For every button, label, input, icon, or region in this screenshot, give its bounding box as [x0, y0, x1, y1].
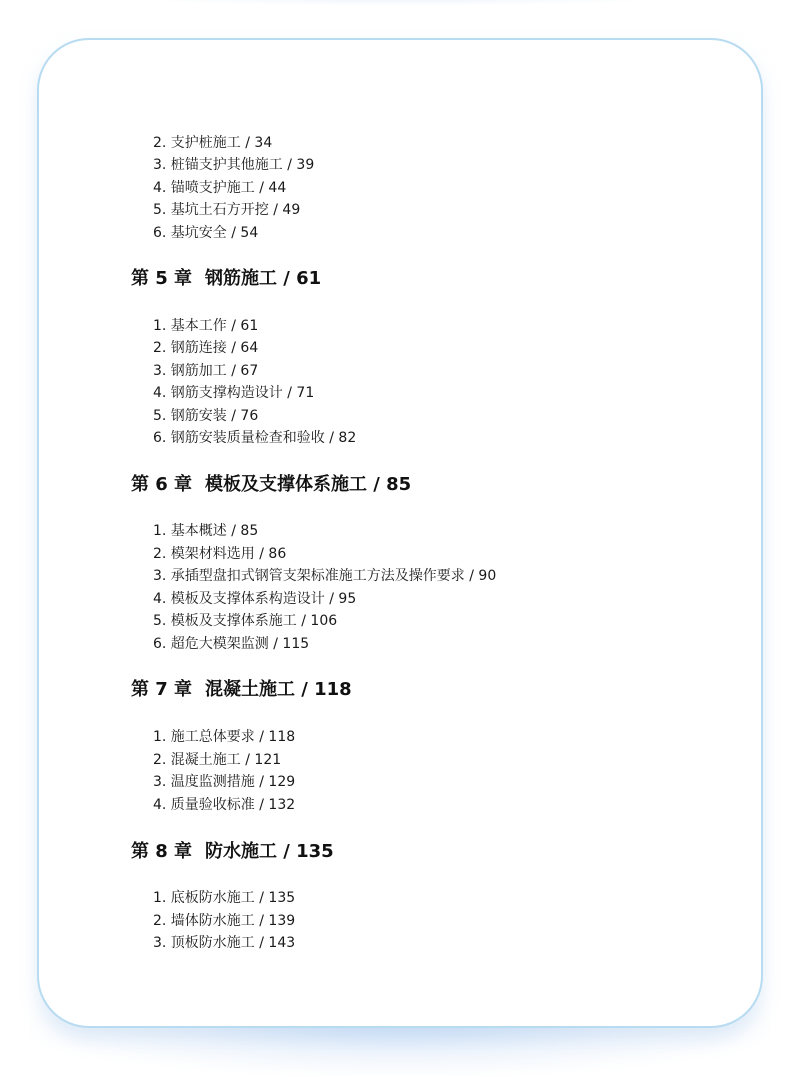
chapter-number: 第 5 章 — [131, 268, 193, 289]
toc-item[interactable]: 6. 超危大模架监测 / 115 — [153, 636, 310, 652]
toc-item[interactable]: 5. 模板及支撑体系施工 / 106 — [153, 613, 338, 629]
toc-item[interactable]: 1. 底板防水施工 / 135 — [153, 890, 296, 906]
toc-item[interactable]: 4. 模板及支撑体系构造设计 / 95 — [153, 591, 357, 607]
chapter-number: 第 7 章 — [131, 679, 193, 700]
toc-item[interactable]: 6. 基坑安全 / 54 — [153, 225, 259, 241]
top-shadow — [70, 0, 730, 6]
chapter-number: 第 6 章 — [131, 474, 193, 495]
toc-item[interactable]: 4. 质量验收标准 / 132 — [153, 797, 296, 813]
chapter-heading[interactable] — [131, 473, 411, 497]
toc-item[interactable]: 4. 锚喷支护施工 / 44 — [153, 180, 287, 196]
chapter-number: 第 8 章 — [131, 841, 193, 862]
toc-item[interactable]: 1. 基本概述 / 85 — [153, 523, 259, 539]
chapter-title: 混凝土施工 / 118 — [205, 679, 352, 700]
chapter-heading[interactable] — [131, 840, 334, 864]
toc-card — [37, 38, 763, 1028]
toc-item[interactable]: 1. 施工总体要求 / 118 — [153, 729, 296, 745]
toc-item[interactable]: 2. 混凝土施工 / 121 — [153, 752, 282, 768]
toc-item[interactable]: 3. 顶板防水施工 / 143 — [153, 935, 296, 951]
toc-item[interactable]: 3. 钢筋加工 / 67 — [153, 363, 259, 379]
chapter-heading[interactable] — [131, 267, 321, 291]
chapter-heading[interactable] — [131, 678, 352, 702]
chapter-title: 防水施工 / 135 — [205, 841, 334, 862]
toc-item[interactable]: 5. 基坑土石方开挖 / 49 — [153, 202, 301, 218]
toc-item[interactable]: 2. 模架材料选用 / 86 — [153, 546, 287, 562]
toc-item[interactable]: 2. 支护桩施工 / 34 — [153, 135, 273, 151]
toc-item[interactable]: 6. 钢筋安装质量检查和验收 / 82 — [153, 430, 357, 446]
toc-item[interactable]: 4. 钢筋支撑构造设计 / 71 — [153, 385, 315, 401]
chapter-title: 模板及支撑体系施工 / 85 — [205, 474, 412, 495]
toc-item[interactable]: 1. 基本工作 / 61 — [153, 318, 259, 334]
toc-item[interactable]: 3. 承插型盘扣式钢管支架标准施工方法及操作要求 / 90 — [153, 568, 497, 584]
toc-item[interactable]: 2. 墙体防水施工 / 139 — [153, 913, 296, 929]
toc-item[interactable]: 3. 温度监测措施 / 129 — [153, 774, 296, 790]
toc-item[interactable]: 3. 桩锚支护其他施工 / 39 — [153, 157, 315, 173]
toc-item[interactable]: 2. 钢筋连接 / 64 — [153, 340, 259, 356]
toc-item[interactable]: 5. 钢筋安装 / 76 — [153, 408, 259, 424]
chapter-title: 钢筋施工 / 61 — [205, 268, 322, 289]
